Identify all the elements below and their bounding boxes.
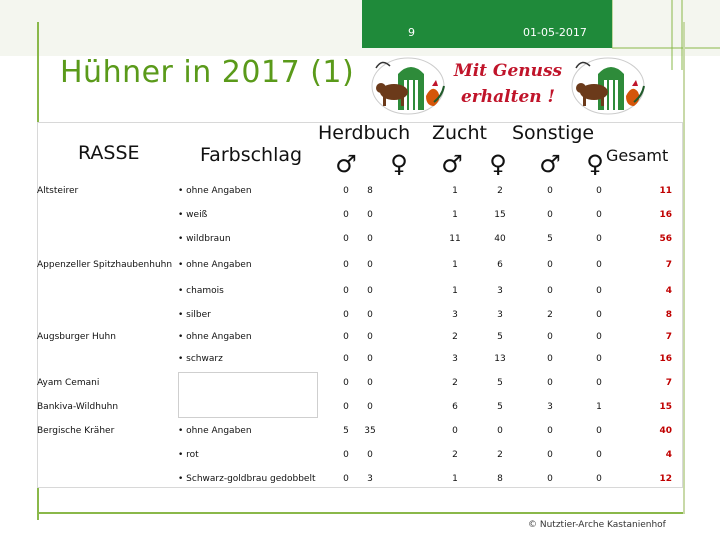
frame-line-right xyxy=(683,22,685,514)
count-cell: 0 xyxy=(596,378,602,388)
color-variant-label: ohne Angaben xyxy=(186,260,252,270)
count-cell: 13 xyxy=(494,354,506,364)
count-cell: 0 xyxy=(596,286,602,296)
count-cell: 0 xyxy=(367,210,373,220)
total-cell: 11 xyxy=(659,186,672,196)
male-symbol-icon: ♂ xyxy=(335,150,357,178)
color-variant-label: ohne Angaben xyxy=(186,186,252,196)
count-cell: 0 xyxy=(547,474,553,484)
logo-slogan xyxy=(452,58,564,114)
color-variant-label: rot xyxy=(186,450,199,460)
bullet-icon: • xyxy=(178,260,187,270)
bullet-icon: • xyxy=(178,186,187,196)
count-cell: 0 xyxy=(343,378,349,388)
total-cell: 4 xyxy=(665,286,672,296)
count-cell: 0 xyxy=(596,210,602,220)
count-cell: 0 xyxy=(343,186,349,196)
count-cell: 0 xyxy=(596,186,602,196)
count-cell: 0 xyxy=(367,286,373,296)
total-cell: 15 xyxy=(659,402,672,412)
count-cell: 3 xyxy=(497,286,503,296)
bullet-icon: • xyxy=(178,310,187,320)
count-cell: 2 xyxy=(497,450,503,460)
count-cell: 8 xyxy=(367,186,373,196)
male-symbol-icon: ♂ xyxy=(539,150,561,178)
count-cell: 0 xyxy=(343,210,349,220)
color-variant xyxy=(178,260,252,270)
count-cell: 0 xyxy=(343,260,349,270)
breed-name: Bankiva-Wildhuhn xyxy=(37,402,119,412)
count-cell: 0 xyxy=(343,450,349,460)
bullet-icon: • xyxy=(178,450,187,460)
farm-logo-icon xyxy=(568,56,646,116)
count-cell: 0 xyxy=(547,210,553,220)
color-variant-label: ohne Angaben xyxy=(186,332,252,342)
count-cell: 5 xyxy=(343,426,349,436)
color-variant xyxy=(178,286,224,296)
count-cell: 5 xyxy=(547,234,553,244)
empty-farbschlag-box xyxy=(178,372,318,418)
total-cell: 16 xyxy=(659,354,672,364)
count-cell: 3 xyxy=(452,354,458,364)
page-number: 9 xyxy=(408,26,415,39)
count-cell: 8 xyxy=(497,474,503,484)
count-cell: 2 xyxy=(497,186,503,196)
color-variant-label: chamois xyxy=(186,286,224,296)
count-cell: 0 xyxy=(497,426,503,436)
count-cell: 3 xyxy=(497,310,503,320)
count-cell: 0 xyxy=(596,260,602,270)
count-cell: 0 xyxy=(367,402,373,412)
color-variant xyxy=(178,426,252,436)
count-cell: 15 xyxy=(494,210,506,220)
color-variant-label: wildbraun xyxy=(186,234,231,244)
count-cell: 1 xyxy=(452,286,458,296)
count-cell: 0 xyxy=(367,332,373,342)
count-cell: 0 xyxy=(596,354,602,364)
female-symbol-icon: ♀ xyxy=(586,150,604,178)
logo-slogan-line1: Mit Genuss xyxy=(453,61,563,81)
header-bar xyxy=(362,0,612,48)
female-symbol-icon: ♀ xyxy=(489,150,507,178)
count-cell: 11 xyxy=(449,234,461,244)
count-cell: 0 xyxy=(596,474,602,484)
count-cell: 0 xyxy=(343,286,349,296)
count-cell: 0 xyxy=(547,186,553,196)
count-cell: 3 xyxy=(367,474,373,484)
count-cell: 0 xyxy=(596,332,602,342)
count-cell: 0 xyxy=(596,426,602,436)
color-variant xyxy=(178,332,252,342)
color-variant xyxy=(178,234,231,244)
column-header-herdbuch: Herdbuch xyxy=(318,122,411,144)
copyright-text: © Nutztier-Arche Kastanienhof xyxy=(528,520,666,530)
bullet-icon: • xyxy=(178,354,187,364)
total-cell: 8 xyxy=(665,310,672,320)
total-cell: 16 xyxy=(659,210,672,220)
column-header-zucht: Zucht xyxy=(432,122,487,144)
count-cell: 0 xyxy=(343,332,349,342)
count-cell: 2 xyxy=(452,450,458,460)
bullet-icon: • xyxy=(178,426,187,436)
color-variant-label: schwarz xyxy=(186,354,223,364)
count-cell: 0 xyxy=(547,260,553,270)
male-symbol-icon: ♂ xyxy=(441,150,463,178)
breed-name: Bergische Kräher xyxy=(37,426,115,436)
count-cell: 1 xyxy=(452,186,458,196)
count-cell: 3 xyxy=(547,402,553,412)
color-variant-label: Schwarz-goldbrau gedobbelt xyxy=(186,474,316,484)
count-cell: 0 xyxy=(367,450,373,460)
breed-name: Appenzeller Spitzhaubenhuhn xyxy=(37,260,173,270)
count-cell: 0 xyxy=(367,354,373,364)
slide-title: Hühner in 2017 (1) xyxy=(60,55,355,90)
count-cell: 0 xyxy=(596,310,602,320)
color-variant-label: silber xyxy=(186,310,211,320)
total-cell: 56 xyxy=(659,234,672,244)
count-cell: 6 xyxy=(497,260,503,270)
color-variant xyxy=(178,474,315,484)
female-symbol-icon: ♀ xyxy=(390,150,408,178)
count-cell: 1 xyxy=(452,210,458,220)
breed-name: Ayam Cemani xyxy=(37,378,100,388)
count-cell: 0 xyxy=(596,450,602,460)
count-cell: 0 xyxy=(547,332,553,342)
color-variant xyxy=(178,450,199,460)
color-variant-label: weiß xyxy=(186,210,208,220)
count-cell: 3 xyxy=(452,310,458,320)
count-cell: 40 xyxy=(494,234,506,244)
count-cell: 0 xyxy=(547,450,553,460)
bullet-icon: • xyxy=(178,332,187,342)
count-cell: 5 xyxy=(497,402,503,412)
count-cell: 6 xyxy=(452,402,458,412)
breed-name: Altsteirer xyxy=(37,186,79,196)
column-header-farbschlag: Farbschlag xyxy=(200,144,303,166)
count-cell: 0 xyxy=(367,260,373,270)
count-cell: 0 xyxy=(367,310,373,320)
count-cell: 0 xyxy=(452,426,458,436)
count-cell: 2 xyxy=(547,310,553,320)
count-cell: 0 xyxy=(547,354,553,364)
column-header-rasse: RASSE xyxy=(78,142,140,164)
count-cell: 0 xyxy=(343,354,349,364)
count-cell: 0 xyxy=(547,286,553,296)
breed-name: Augsburger Huhn xyxy=(37,332,116,342)
count-cell: 35 xyxy=(364,426,376,436)
count-cell: 0 xyxy=(367,234,373,244)
slide-date: 01-05-2017 xyxy=(523,26,587,39)
count-cell: 2 xyxy=(452,332,458,342)
total-cell: 7 xyxy=(665,332,672,342)
count-cell: 5 xyxy=(497,332,503,342)
farm-logo-icon xyxy=(368,56,446,116)
logo-slogan-line2: erhalten ! xyxy=(460,87,555,107)
total-cell: 12 xyxy=(659,474,672,484)
count-cell: 0 xyxy=(596,234,602,244)
bullet-icon: • xyxy=(178,210,187,220)
count-cell: 2 xyxy=(452,378,458,388)
bullet-icon: • xyxy=(178,234,187,244)
color-variant xyxy=(178,210,207,220)
color-variant xyxy=(178,186,252,196)
count-cell: 0 xyxy=(343,474,349,484)
color-variant xyxy=(178,310,211,320)
count-cell: 0 xyxy=(547,378,553,388)
column-header-sonstige: Sonstige xyxy=(512,122,595,144)
color-variant xyxy=(178,354,223,364)
color-variant-label: ohne Angaben xyxy=(186,426,252,436)
count-cell: 1 xyxy=(452,260,458,270)
count-cell: 0 xyxy=(343,402,349,412)
frame-line-bottom xyxy=(37,512,683,514)
total-cell: 7 xyxy=(665,378,672,388)
count-cell: 5 xyxy=(497,378,503,388)
total-cell: 40 xyxy=(659,426,672,436)
column-header-gesamt: Gesamt xyxy=(606,146,669,165)
count-cell: 1 xyxy=(596,402,602,412)
count-cell: 0 xyxy=(367,378,373,388)
count-cell: 0 xyxy=(343,234,349,244)
count-cell: 0 xyxy=(547,426,553,436)
bullet-icon: • xyxy=(178,286,187,296)
total-cell: 7 xyxy=(665,260,672,270)
bullet-icon: • xyxy=(178,474,187,484)
count-cell: 0 xyxy=(343,310,349,320)
count-cell: 1 xyxy=(452,474,458,484)
total-cell: 4 xyxy=(665,450,672,460)
